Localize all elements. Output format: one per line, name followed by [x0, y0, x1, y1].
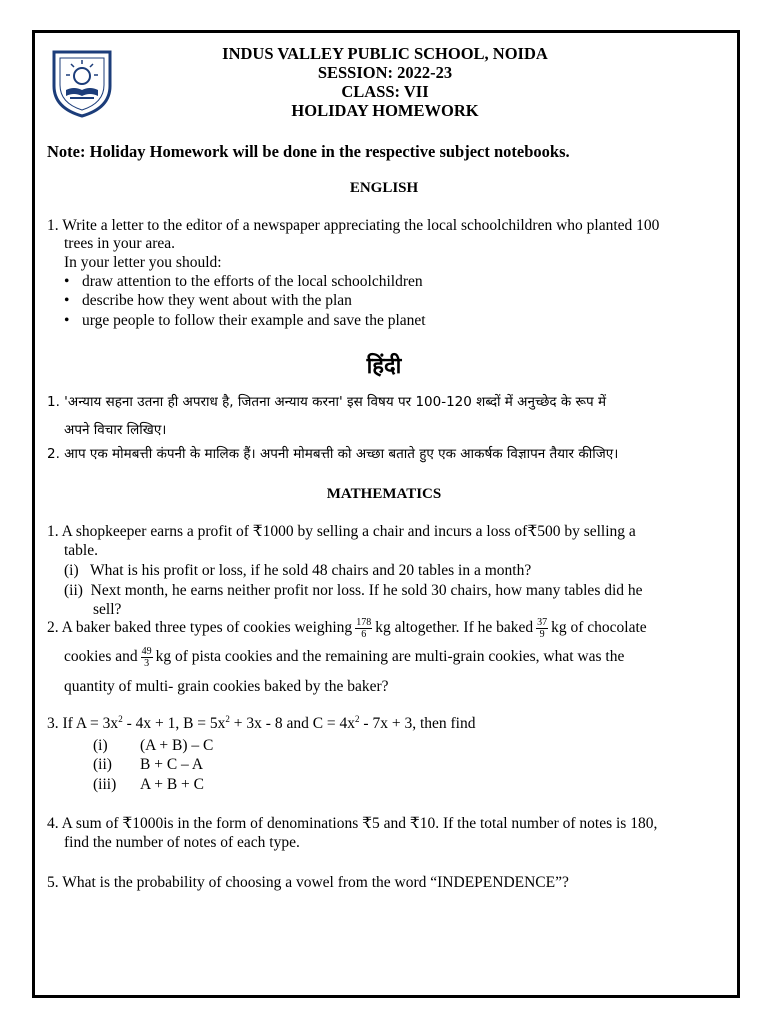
document-header	[180, 44, 590, 120]
english-q1-line3: In your letter you should:	[64, 254, 222, 271]
page-border	[32, 30, 740, 998]
english-bullet: • describe how they went about with the plan	[64, 292, 352, 309]
math-q2-line1: 2. A baker baked three types of cookies weighing $\frac{178}{6}$ kg altogether. If he baked $\frac{37}{9}$ kg of chocolate	[47, 617, 647, 640]
school-name: INDUS VALLEY PUBLIC SCHOOL, NOIDA	[222, 44, 548, 63]
math-q1-ii-cont: sell?	[93, 601, 122, 618]
english-q1-line2: trees in your area.	[64, 235, 176, 252]
math-q5: 5. What is the probability of choosing a vowel from the word “INDEPENDENCE”?	[47, 874, 569, 891]
school-logo	[46, 46, 118, 118]
math-heading: MATHEMATICS	[326, 486, 442, 502]
math-q3: 3. If $A = 3x^2 - 4x + 1$, $B = 5x^2 + 3x - 8$ and $C = 4x^2 - 7x + 3$, then find	[47, 713, 476, 732]
math-q2-line3: quantity of multi- grain cookies baked by the baker?	[64, 678, 389, 695]
math-q3-item: (ii) B + C – A	[93, 756, 204, 773]
hindi-q1-line2: अपने विचार लिखिए।	[64, 422, 167, 438]
math-q3-item: (i) (A + B) – C	[93, 737, 214, 754]
class-label: CLASS: VII	[341, 82, 429, 101]
english-heading: ENGLISH	[349, 180, 419, 196]
note: Note: Holiday Homework will be done in the respective subject notebooks.	[47, 142, 570, 161]
fraction: $\frac{37}{9}$	[537, 617, 548, 640]
math-q3-item: (iii) A + B + C	[93, 776, 204, 793]
english-bullet: • urge people to follow their example and save the planet	[64, 312, 426, 329]
english-q1-line1: 1. Write a letter to the editor of a newspaper appreciating the local schoolchildren who planted 100	[47, 217, 660, 234]
hindi-heading: हिंदी	[366, 354, 402, 379]
math-q4-line2: find the number of notes of each type.	[64, 834, 300, 851]
english-bullet: • draw attention to the efforts of the local schoolchildren	[64, 273, 423, 290]
math-q2-line2: cookies and $\frac{49}{3}$ kg of pista cookies and the remaining are multi-grain cookies, what was the	[64, 646, 625, 669]
hindi-q2: 2. आप एक मोमबत्ती कंपनी के मालिक हैं। अपनी मोमबत्ती को अच्छा बताते हुए एक आकर्षक विज्ञापन तैयार कीजिए।	[47, 446, 619, 462]
math-q1-i: (i) What is his profit or loss, if he sold 48 chairs and 20 tables in a month?	[64, 562, 532, 579]
session: SESSION: 2022-23	[317, 63, 453, 82]
math-q1-line2: table.	[64, 542, 98, 559]
math-q1-line1: 1. A shopkeeper earns a profit of ₹1000 by selling a chair and incurs a loss of₹500 by selling a	[47, 523, 636, 540]
fraction: $\frac{178}{6}$	[356, 617, 372, 640]
fraction: $\frac{49}{3}$	[141, 646, 152, 669]
hindi-q1-line1: 1. 'अन्याय सहना उतना ही अपराध है, जितना अन्याय करना' इस विषय पर 100-120 शब्दों में अनुच्छेद के रूप में	[47, 394, 607, 410]
math-q1-ii: (ii) Next month, he earns neither profit nor loss. If he sold 30 chairs, how many tables did he	[64, 582, 643, 599]
math-q4-line1: 4. A sum of ₹1000is in the form of denominations ₹5 and ₹10. If the total number of notes is 180,	[47, 815, 658, 832]
document-title: HOLIDAY HOMEWORK	[291, 101, 479, 120]
